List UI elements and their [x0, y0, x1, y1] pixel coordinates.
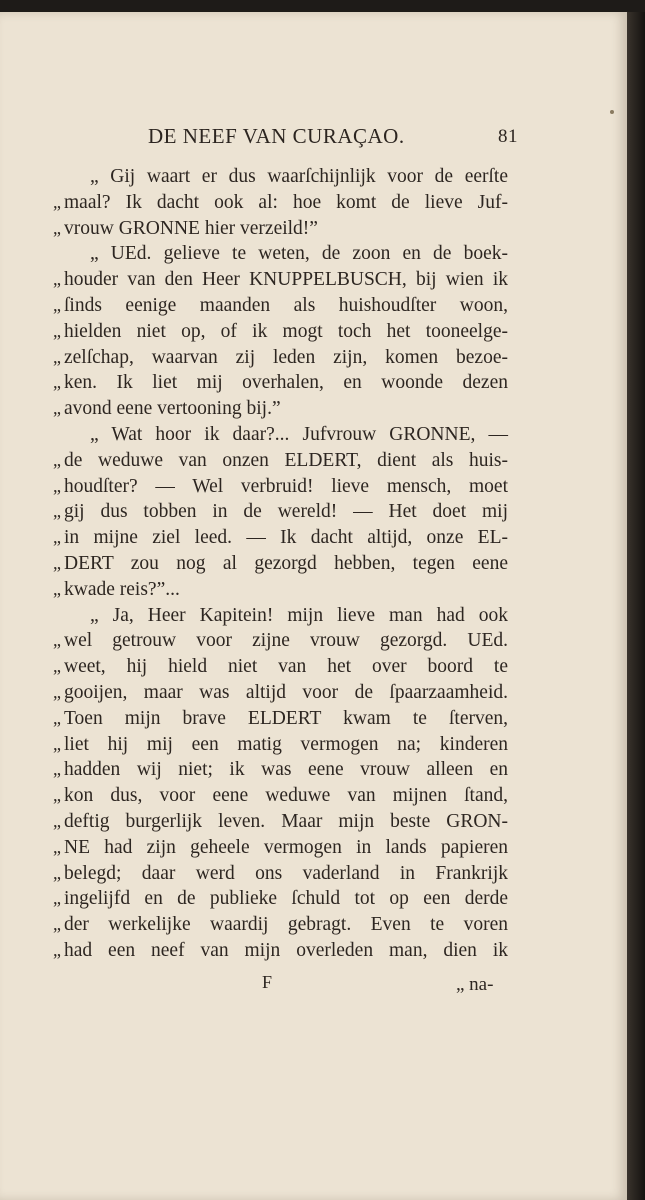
line-text: DERT zou nog al gezorgd hebben, tegen eene [64, 552, 508, 574]
quote-mark: „ [53, 785, 61, 806]
quote-mark: „ [53, 527, 61, 548]
body-text [48, 164, 508, 964]
book-page [0, 12, 627, 1200]
line-text: hielden niet op, of ik mogt toch het tooneelge- [64, 320, 508, 342]
text-line [48, 783, 508, 809]
text-line [48, 551, 508, 577]
line-text: de weduwe van onzen ELDERT, dient als huis- [64, 449, 508, 471]
quote-mark: „ [53, 501, 61, 522]
quote-mark: „ [53, 656, 61, 677]
line-text: avond eene vertooning bij.” [64, 398, 281, 420]
line-text: „ Ja, Heer Kapitein! mijn lieve man had ook [90, 604, 508, 626]
line-text: „ Gij waart er dus waarſchijnlijk voor de eerſte [90, 166, 508, 187]
quote-mark: „ [53, 759, 61, 780]
text-line [48, 680, 508, 706]
quote-mark: „ [53, 681, 61, 702]
quote-mark: „ [53, 552, 61, 573]
text-line [48, 164, 508, 190]
line-text: houder van den Heer KNUPPELBUSCH, bij wien ik [64, 269, 508, 291]
line-text: „ UEd. gelieve te weten, de zoon en de boek- [90, 243, 508, 265]
quote-mark: „ [53, 191, 61, 212]
quote-mark: „ [53, 862, 61, 883]
line-text: der werkelijke waardij gebragt. Even te voren [64, 914, 508, 936]
quote-mark: „ [53, 914, 61, 935]
quote-mark: „ [53, 630, 61, 651]
text-line [48, 861, 508, 887]
text-line [48, 577, 508, 603]
quote-mark: „ [53, 372, 61, 393]
line-text: in mijne ziel leed. — Ik dacht altijd, onze EL- [64, 527, 508, 549]
text-line [48, 835, 508, 861]
page-footer [0, 972, 627, 1002]
line-text: gooijen, maar was altijd voor de ſpaarzaamheid. [64, 681, 508, 703]
quote-mark: „ [53, 320, 61, 341]
quote-mark: „ [53, 888, 61, 909]
text-line [48, 654, 508, 680]
text-line [48, 706, 508, 732]
running-title: DE NEEF VAN CURAÇAO. [148, 124, 405, 148]
text-line [48, 190, 508, 216]
line-text: ingelijfd en de publieke ſchuld tot op een derde [64, 888, 508, 910]
text-line [48, 448, 508, 474]
quote-mark: „ [53, 294, 61, 315]
text-line [48, 370, 508, 396]
quote-mark: „ [53, 449, 61, 470]
text-line [48, 628, 508, 654]
page-number: 81 [498, 126, 518, 147]
text-line [48, 345, 508, 371]
line-text: wel getrouw voor zijne vrouw gezorgd. UEd. [64, 630, 508, 652]
text-line [48, 293, 508, 319]
page-edge [627, 12, 645, 1200]
text-line [48, 757, 508, 783]
quote-mark: „ [53, 733, 61, 754]
text-line [48, 732, 508, 758]
text-line [48, 525, 508, 551]
text-line [48, 396, 508, 422]
quote-mark: „ [53, 398, 61, 419]
quote-mark: „ [53, 346, 61, 367]
running-header [148, 124, 518, 154]
line-text: maal? Ik dacht ook al: hoe komt de lieve Juf- [64, 191, 508, 213]
quote-mark: „ [53, 475, 61, 496]
line-text: NE had zijn geheele vermogen in lands papieren [64, 836, 508, 858]
quote-mark: „ [53, 269, 61, 290]
text-line [48, 499, 508, 525]
line-text: vrouw GRONNE hier verzeild!” [64, 217, 318, 239]
line-text: Toen mijn brave ELDERT kwam te ſterven, [64, 707, 508, 729]
text-line [48, 267, 508, 293]
text-line [48, 319, 508, 345]
signature-mark: F [262, 972, 273, 992]
line-text: belegd; daar werd ons vaderland in Frankrijk [64, 862, 508, 884]
line-text: gij dus tobben in de wereld! — Het doet mij [64, 501, 508, 523]
line-text: ſinds eenige maanden als huishoudſter woon, [64, 294, 508, 316]
line-text: deftig burgerlijk leven. Maar mijn beste GRON- [64, 810, 508, 832]
quote-mark: „ [53, 836, 61, 857]
line-text: liet hij mij een matig vermogen na; kinderen [64, 733, 508, 755]
line-text: hadden wij niet; ik was eene vrouw alleen en [64, 759, 508, 781]
quote-mark: „ [53, 939, 61, 960]
text-line [48, 809, 508, 835]
line-text: weet, hij hield niet van het over boord te [64, 656, 508, 678]
text-line [48, 938, 508, 964]
text-line [48, 886, 508, 912]
line-text: kwade reis?”... [64, 578, 180, 600]
line-text: houdſter? — Wel verbruid! lieve mensch, moet [64, 475, 508, 497]
line-text: had een neef van mijn overleden man, dien ik [64, 939, 508, 961]
text-line [48, 912, 508, 938]
line-text: kon dus, voor eene weduwe van mijnen ſtand, [64, 785, 508, 807]
catchword: „ na- [456, 974, 494, 995]
paper-speck [610, 110, 614, 114]
text-line [48, 241, 508, 267]
quote-mark: „ [53, 707, 61, 728]
quote-mark: „ [53, 578, 61, 599]
line-text: ken. Ik liet mij overhalen, en woonde dezen [64, 372, 508, 394]
line-text: „ Wat hoor ik daar?... Jufvrouw GRONNE, — [90, 423, 508, 445]
text-line [48, 216, 508, 242]
text-line [48, 603, 508, 629]
quote-mark: „ [53, 810, 61, 831]
quote-mark: „ [53, 217, 61, 238]
text-line [48, 422, 508, 448]
line-text: zelſchap, waarvan zij leden zijn, komen bezoe- [64, 346, 508, 368]
text-line [48, 474, 508, 500]
